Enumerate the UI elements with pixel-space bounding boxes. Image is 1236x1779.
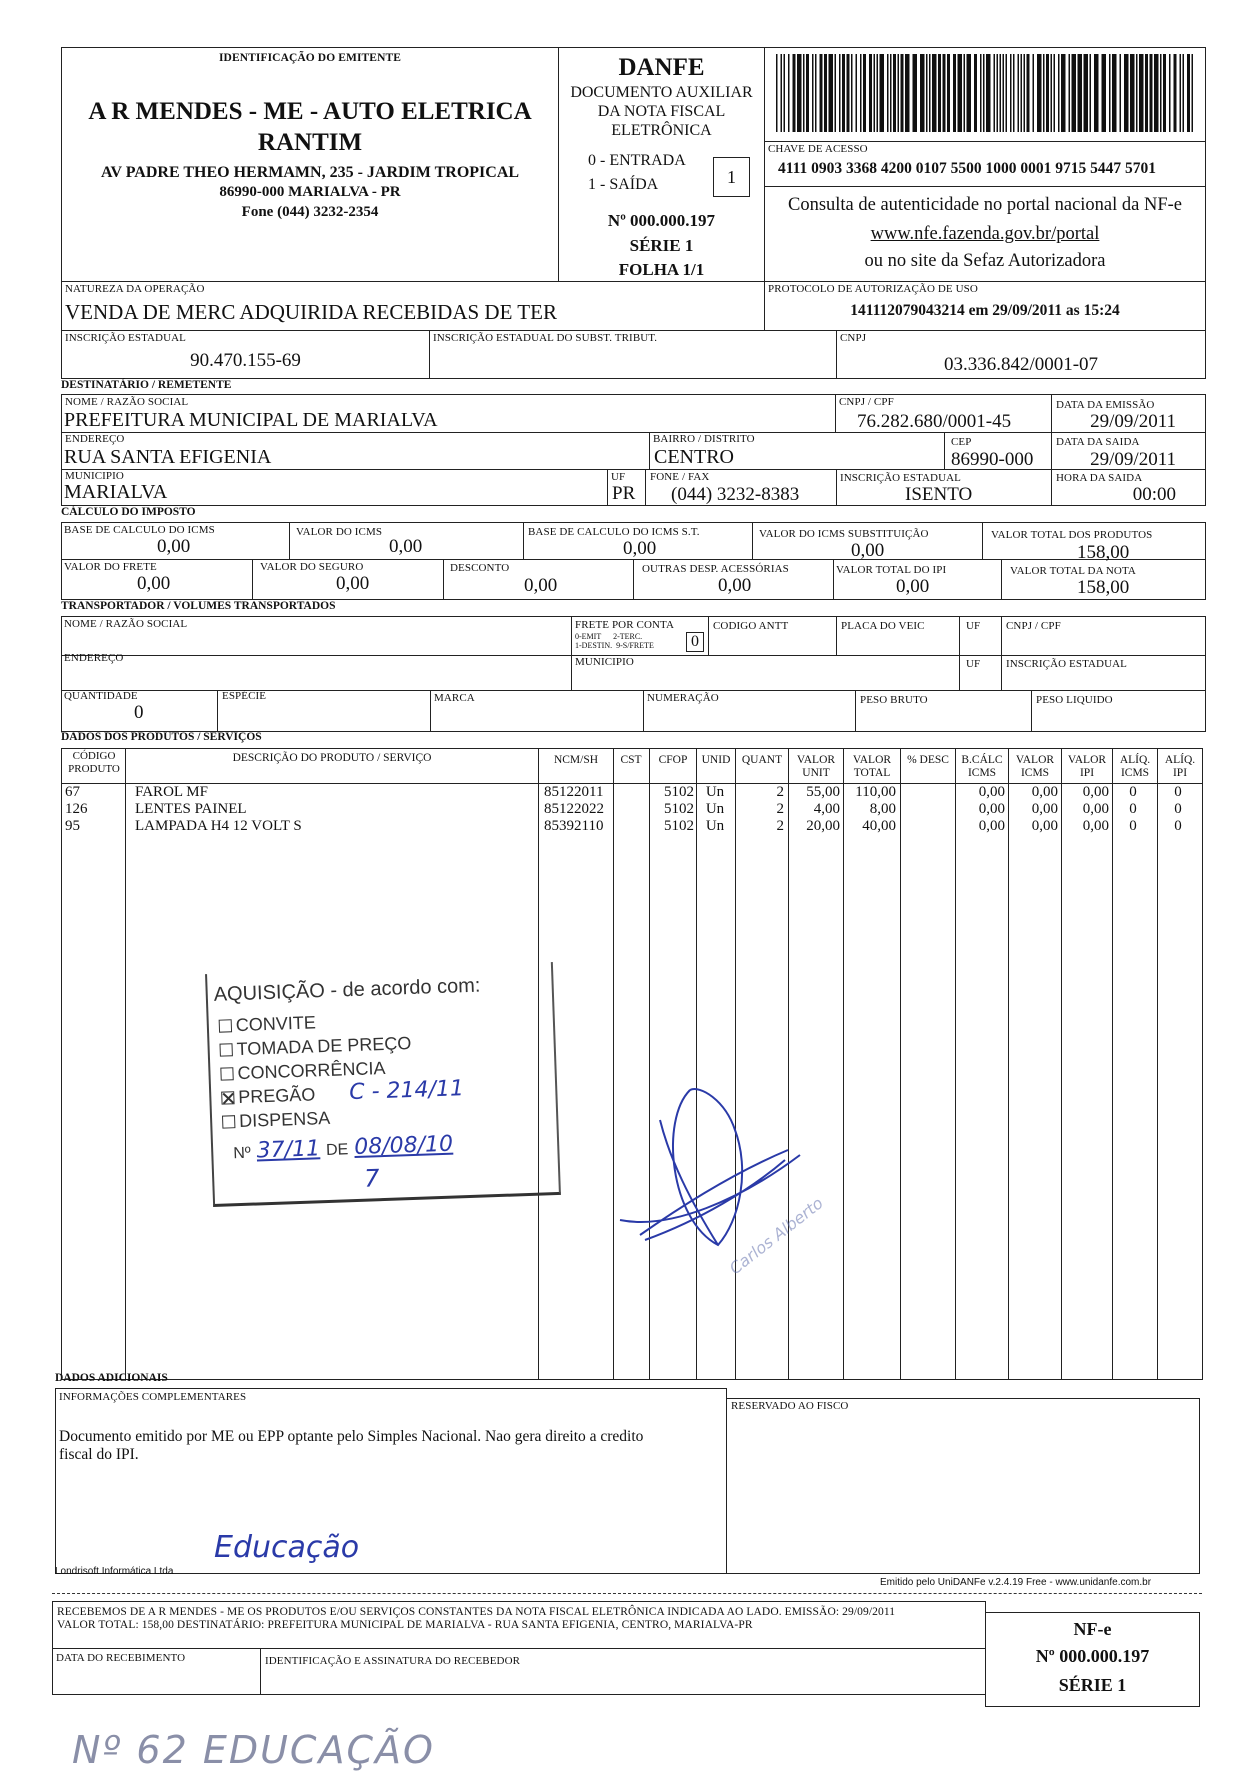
th-vunit: VALOR UNIT	[796, 754, 836, 779]
bc-st: 0,00	[623, 538, 657, 559]
emitente-address: AV PADRE THEO HERMAMN, 235 - JARDIM TROPICAL	[100, 164, 520, 181]
v-prod-label: VALOR TOTAL DOS PRODUTOS	[991, 529, 1153, 541]
dest-endereco-label: ENDEREÇO	[65, 433, 125, 445]
danfe-saida: 1 - SAÍDA	[588, 176, 659, 193]
dest-bairro: CENTRO	[654, 446, 734, 468]
stamp-opt-dispensa: DISPENSA	[222, 1101, 465, 1133]
transp-especie-label: ESPÉCIE	[222, 690, 267, 702]
dest-uf: PR	[612, 483, 636, 504]
cell-unid: Un	[705, 801, 725, 817]
th-quant: QUANT	[741, 754, 783, 766]
dest-bairro-label: BAIRRO / DISTRITO	[653, 433, 755, 445]
emitente-phone: Fone (044) 3232-2354	[241, 204, 379, 220]
consulta-1: Consulta de autenticidade no portal nacional da NF-e	[787, 195, 1183, 215]
cell-codigo: 126	[65, 801, 88, 817]
stamp-opt-tomada: TOMADA DE PREÇO	[219, 1029, 462, 1061]
imposto-section: CÁLCULO DO IMPOSTO	[61, 506, 196, 518]
recibo-text-2: VALOR TOTAL: 158,00 DESTINATÁRIO: PREFEITURA MUNICIPAL DE MARIALVA - RUA SANTA EFIGENIA, CENTRO, MARIALVA-PR	[57, 1619, 753, 1631]
dest-nome: PREFEITURA MUNICIPAL DE MARIALVA	[64, 409, 438, 431]
barcode	[776, 54, 1194, 132]
cell-vunit: 4,00	[813, 801, 840, 817]
transp-uf2-label: UF	[966, 658, 981, 670]
dest-cnpj: 76.282.680/0001-45	[857, 411, 1012, 432]
stamp-number-line: Nº 37/11 DE 08/08/10	[233, 1131, 454, 1164]
danfe-serie: SÉRIE 1	[629, 236, 694, 255]
transp-bruto-label: PESO BRUTO	[860, 694, 928, 706]
cell-aicms: 0	[1129, 801, 1137, 817]
emitido-label: Emitido pelo UniDANFe v.2.4.19 Free - www.unidanfe.com.br	[880, 1577, 1152, 1588]
dest-emissao-label: DATA DA EMISSÃO	[1056, 399, 1155, 411]
seguro: 0,00	[336, 573, 370, 594]
transp-section: TRANSPORTADOR / VOLUMES TRANSPORTADOS	[61, 600, 336, 612]
chave-label: CHAVE DE ACESSO	[768, 143, 868, 155]
cell-vtotal: 110,00	[855, 784, 896, 800]
transp-antt-label: CODIGO ANTT	[713, 620, 789, 632]
cell-vipi: 0,00	[1082, 818, 1109, 834]
handwriting-educacao: Educação	[214, 1530, 360, 1565]
emitente-city: 86990-000 MARIALVA - PR	[219, 184, 401, 200]
cell-vicms: 0,00	[1031, 784, 1058, 800]
cell-aipi: 0	[1174, 818, 1182, 834]
frete-label: VALOR DO FRETE	[64, 561, 157, 573]
cell-codigo: 95	[65, 818, 80, 834]
cell-cfop: 5102	[664, 801, 694, 817]
stamp-opt-concorrencia: CONCORRÊNCIA	[220, 1053, 463, 1085]
danfe-entrada: 0 - ENTRADA	[588, 152, 686, 169]
cell-vunit: 55,00	[806, 784, 840, 800]
danfe-title: DANFE	[618, 54, 705, 81]
dest-saida-label: DATA DA SAIDA	[1056, 436, 1140, 448]
checkbox-dispensa	[222, 1115, 235, 1128]
transp-liquido-label: PESO LIQUIDO	[1036, 694, 1113, 706]
dest-cnpj-label: CNPJ / CPF	[839, 396, 894, 408]
info-label: INFORMAÇÕES COMPLEMENTARES	[59, 1391, 247, 1403]
natureza-value: VENDA DE MERC ADQUIRIDA RECEBIDAS DE TER	[65, 300, 557, 324]
th-vipi: VALOR IPI	[1067, 754, 1107, 779]
protocolo-value: 141112079043214 em 29/09/2011 as 15:24	[850, 302, 1120, 319]
emitente-name-2: RANTIM	[257, 129, 363, 156]
ipi: 0,00	[896, 576, 930, 597]
th-codigo: CÓDIGO PRODUTO	[68, 750, 120, 775]
transp-qtd-label: QUANTIDADE	[64, 690, 138, 702]
cell-vunit: 20,00	[806, 818, 840, 834]
recibo-data-label: DATA DO RECEBIMENTO	[56, 1652, 186, 1664]
consulta-2[interactable]: www.nfe.fazenda.gov.br/portal	[870, 224, 1100, 244]
info-box	[55, 1388, 727, 1574]
software-label: Londrisoft Informática Ltda	[55, 1566, 174, 1577]
danfe-sub-3: ELETRÔNICA	[611, 122, 712, 139]
transp-numeracao-label: NUMERAÇÃO	[647, 692, 719, 704]
th-vtotal: VALOR TOTAL	[852, 754, 892, 779]
desconto: 0,00	[524, 575, 558, 596]
th-aipi: ALÍQ. IPI	[1164, 754, 1196, 779]
emitente-name-1: A R MENDES - ME - AUTO ELETRICA	[88, 98, 532, 125]
checkbox-concorrencia	[220, 1067, 233, 1080]
recibo-text-1: RECEBEMOS DE A R MENDES - ME OS PRODUTOS E/OU SERVIÇOS CONSTANTES DA NOTA FISCAL ELETRÔNICA INDICADA AO LADO. EMISSÃO: 29/09/2011	[57, 1606, 896, 1618]
cell-ncm: 85122011	[544, 784, 604, 800]
th-bcicms: B.CÁLC ICMS	[961, 754, 1003, 779]
transp-cnpj-label: CNPJ / CPF	[1006, 620, 1061, 632]
cell-cfop: 5102	[664, 784, 694, 800]
stamp-title: AQUISIÇÃO - de acordo com:	[213, 974, 481, 1006]
dest-ie-label: INSCRIÇÃO ESTADUAL	[840, 472, 962, 484]
danfe-sub-1: DOCUMENTO AUXILIAR	[570, 84, 753, 101]
dest-cep: 86990-000	[951, 449, 1034, 470]
dest-fone: (044) 3232-8383	[671, 484, 800, 505]
danfe-folha: FOLHA 1/1	[618, 260, 705, 279]
transp-endereco-label: ENDEREÇO	[64, 652, 124, 664]
th-descricao: DESCRIÇÃO DO PRODUTO / SERVIÇO	[232, 752, 432, 764]
dest-endereco: RUA SANTA EFIGENIA	[64, 446, 272, 468]
bc-icms: 0,00	[157, 536, 191, 557]
transp-placa-label: PLACA DO VEIC	[841, 620, 925, 632]
dest-emissao: 29/09/2011	[1090, 411, 1176, 432]
checkbox-convite	[219, 1019, 232, 1032]
outras: 0,00	[718, 575, 752, 596]
transp-municipio-label: MUNICIPIO	[575, 656, 634, 668]
bc-icms-label: BASE DE CALCULO DO ICMS	[64, 524, 215, 536]
bc-st-label: BASE DE CALCULO DO ICMS S.T.	[528, 526, 700, 538]
dest-ie: ISENTO	[905, 484, 973, 505]
dest-saida: 29/09/2011	[1090, 449, 1176, 470]
cell-aipi: 0	[1174, 801, 1182, 817]
stamp-extra-hand: 7	[363, 1164, 381, 1193]
cell-unid: Un	[705, 818, 725, 834]
th-cst: CST	[620, 754, 642, 766]
recibo-serie: SÉRIE 1	[1058, 1675, 1127, 1695]
v-st-label: VALOR DO ICMS SUBSTITUIÇÃO	[759, 528, 929, 540]
dest-cep-label: CEP	[951, 436, 972, 448]
cell-bcicms: 0,00	[978, 784, 1005, 800]
transp-frete: 0	[686, 632, 704, 652]
th-cfop: CFOP	[658, 754, 688, 766]
cell-ncm: 85392110	[544, 818, 604, 834]
cell-vipi: 0,00	[1082, 801, 1109, 817]
ie-value: 90.470.155-69	[190, 350, 301, 371]
th-vicms: VALOR ICMS	[1015, 754, 1055, 779]
stamp-opt-convite: CONVITE	[218, 1005, 461, 1037]
cell-descricao: FAROL MF	[135, 784, 208, 800]
checkbox-tomada	[219, 1043, 232, 1056]
v-icms: 0,00	[389, 536, 423, 557]
cell-descricao: LENTES PAINEL	[135, 801, 247, 817]
outras-label: OUTRAS DESP. ACESSÓRIAS	[642, 563, 789, 575]
nota: 158,00	[1077, 577, 1130, 598]
v-prod: 158,00	[1077, 542, 1130, 563]
recibo-assin-label: IDENTIFICAÇÃO E ASSINATURA DO RECEBEDOR	[265, 1655, 521, 1667]
natureza-label: NATUREZA DA OPERAÇÃO	[65, 283, 205, 295]
danfe-sub-2: DA NOTA FISCAL	[597, 103, 726, 120]
ie-st-label: INSCRIÇÃO ESTADUAL DO SUBST. TRIBUT.	[433, 332, 658, 344]
th-desc: % DESC	[907, 754, 949, 766]
fisco-box	[726, 1398, 1200, 1574]
cell-vicms: 0,00	[1031, 801, 1058, 817]
th-ncm: NCM/SH	[553, 754, 599, 766]
consulta-3: ou no site da Sefaz Autorizadora	[864, 251, 1106, 271]
adicionais-section: DADOS ADICIONAIS	[55, 1372, 168, 1384]
cell-quant: 2	[776, 801, 784, 817]
transp-qtd: 0	[134, 702, 144, 723]
transp-marca-label: MARCA	[434, 692, 475, 704]
cell-codigo: 67	[65, 784, 80, 800]
protocolo-label: PROTOCOLO DE AUTORIZAÇÃO DE USO	[768, 283, 978, 295]
info-line-2: fiscal do IPI.	[59, 1446, 139, 1463]
cell-aicms: 0	[1129, 784, 1137, 800]
dest-section: DESTINATÁRIO / REMETENTE	[61, 379, 232, 391]
cell-vtotal: 40,00	[862, 818, 896, 834]
desconto-label: DESCONTO	[450, 562, 510, 574]
dest-fone-label: FONE / FAX	[650, 471, 710, 483]
signature	[600, 1080, 900, 1280]
chave-value: 4111 0903 3368 4200 0107 5500 1000 0001 9715 5447 5701	[778, 160, 1157, 177]
cell-quant: 2	[776, 784, 784, 800]
nota-label: VALOR TOTAL DA NOTA	[1010, 565, 1136, 577]
fisco-label: RESERVADO AO FISCO	[731, 1400, 849, 1412]
cell-bcicms: 0,00	[978, 818, 1005, 834]
transp-ie-label: INSCRIÇÃO ESTADUAL	[1006, 658, 1128, 670]
info-line-1: Documento emitido por ME ou EPP optante pelo Simples Nacional. Nao gera direito a credito	[59, 1428, 644, 1445]
danfe-tipo: 1	[713, 157, 750, 197]
danfe-numero: Nº 000.000.197	[607, 211, 716, 230]
cell-descricao: LAMPADA H4 12 VOLT S	[135, 818, 302, 834]
svg-text:Carlos Alberto: Carlos Alberto	[725, 1193, 827, 1279]
dest-hora: 00:00	[1132, 484, 1176, 505]
cell-aicms: 0	[1129, 818, 1137, 834]
produtos-section: DADOS DOS PRODUTOS / SERVIÇOS	[61, 731, 262, 743]
dest-uf-label: UF	[611, 471, 626, 483]
emitente-label: IDENTIFICAÇÃO DO EMITENTE	[218, 52, 402, 64]
dest-municipio-label: MUNICIPIO	[65, 470, 124, 482]
checkbox-pregao-checked	[221, 1091, 234, 1104]
cell-cfop: 5102	[664, 818, 694, 834]
recibo-numero: Nº 000.000.197	[1035, 1646, 1150, 1666]
frete: 0,00	[137, 573, 171, 594]
cell-vtotal: 8,00	[869, 801, 896, 817]
seguro-label: VALOR DO SEGURO	[260, 561, 364, 573]
transp-nome-label: NOME / RAZÃO SOCIAL	[64, 618, 188, 630]
cut-line	[52, 1593, 1202, 1594]
v-st: 0,00	[851, 540, 885, 561]
cell-bcicms: 0,00	[978, 801, 1005, 817]
cell-quant: 2	[776, 818, 784, 834]
v-icms-label: VALOR DO ICMS	[296, 526, 383, 538]
cell-vipi: 0,00	[1082, 784, 1109, 800]
recibo-nfe: NF-e	[1073, 1619, 1112, 1639]
ipi-label: VALOR TOTAL DO IPI	[836, 564, 947, 576]
cnpj-emit-value: 03.336.842/0001-07	[943, 354, 1099, 375]
stamp-pregao-hand: C - 214/11	[348, 1076, 465, 1106]
transp-uf-label: UF	[966, 620, 981, 632]
cell-aipi: 0	[1174, 784, 1182, 800]
cnpj-emit-label: CNPJ	[840, 332, 867, 344]
footer-handwriting: Nº 62 EDUCAÇÃO	[72, 1728, 435, 1772]
aquisicao-stamp	[205, 962, 561, 1207]
cell-vicms: 0,00	[1031, 818, 1058, 834]
cell-ncm: 85122022	[544, 801, 604, 817]
transp-frete-opt1: 0-EMIT 2-TERC.	[575, 632, 643, 641]
th-aicms: ALÍQ. ICMS	[1119, 754, 1151, 779]
dest-hora-label: HORA DA SAIDA	[1056, 472, 1143, 484]
th-unid: UNID	[701, 754, 731, 766]
stamp-opt-pregao: PREGÃO C - 214/11	[221, 1077, 464, 1109]
dest-nome-label: NOME / RAZÃO SOCIAL	[65, 396, 189, 408]
transp-frete-label: FRETE POR CONTA	[575, 619, 675, 631]
cell-unid: Un	[705, 784, 725, 800]
dest-municipio: MARIALVA	[64, 481, 168, 503]
ie-label: INSCRIÇÃO ESTADUAL	[65, 332, 187, 344]
transp-frete-opt2: 1-DESTIN. 9-S/FRETE	[575, 641, 654, 650]
